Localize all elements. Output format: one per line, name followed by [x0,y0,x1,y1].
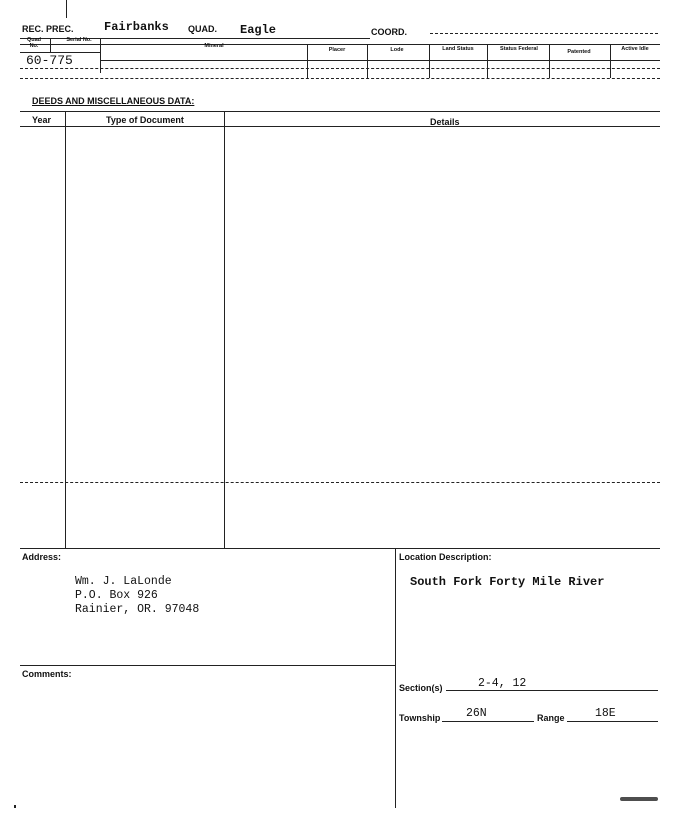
col-active-idle: Active Idle [621,46,649,52]
header-row-dashed-2 [20,78,660,79]
col-lode: Lode [390,47,404,53]
col-details: Details [430,117,460,127]
divider-patented-active [610,44,611,78]
divider-land-federal [487,44,488,78]
address-label: Address: [22,552,62,562]
deeds-section-title: DEEDS AND MISCELLANEOUS DATA: [32,96,195,106]
divider-quad-serial [50,39,51,52]
comments-label: Comments: [22,669,72,679]
col-mineral: Mineral [204,43,224,49]
col-land-status: Land Status [442,46,474,52]
rec-prec-value: Fairbanks [104,20,169,34]
coord-label: COORD. [371,27,407,37]
divider-placer-lode [367,44,368,78]
location-label: Location Description: [399,552,492,562]
sections-underline [446,690,658,691]
top-tick-line [66,0,67,18]
quad-serial-value: 60-775 [26,53,73,68]
address-line-3: Rainier, OR. 97048 [75,603,200,616]
township-value: 26N [466,707,487,720]
range-underline [567,721,658,722]
divider-federal-patented [549,44,550,78]
col-year: Year [32,115,52,125]
comments-top-line [20,665,395,666]
col-patented: Patented [567,49,591,55]
sections-value: 2-4, 12 [478,677,527,690]
deeds-header-top-line [20,111,660,112]
township-label: Township [399,713,441,723]
column-header-bottom-line [100,60,660,61]
col-placer: Placer [328,47,346,53]
township-underline [442,721,534,722]
range-value: 18E [595,707,616,720]
scan-dot [14,805,16,808]
divider-mineral-placer [307,44,308,78]
location-value: South Fork Forty Mile River [410,575,605,589]
bottom-section-top-line [20,548,660,549]
scan-mark [620,797,658,801]
column-header-top-line [20,44,660,45]
col-serial-no: Serial No. [66,37,92,43]
range-label: Range [537,713,565,723]
address-line-1: Wm. J. LaLonde [75,575,172,588]
col-status-federal: Status Federal [500,46,538,52]
rec-prec-label: REC. PREC. [22,24,74,34]
header-row-dashed-1 [20,68,660,69]
quad-value: Eagle [240,23,277,37]
address-line-2: P.O. Box 926 [75,589,158,602]
quad-label: QUAD. [188,24,217,34]
divider-lode-land [429,44,430,78]
col-quad-no: Quad No. [26,37,42,49]
col-type-of-document: Type of Document [106,115,184,125]
deeds-dashed-line [20,482,660,483]
deeds-header-bottom-line [20,126,660,127]
sections-label: Section(s) [399,683,443,693]
header-line-top-dashed [430,33,658,34]
bottom-center-divider [395,548,396,808]
